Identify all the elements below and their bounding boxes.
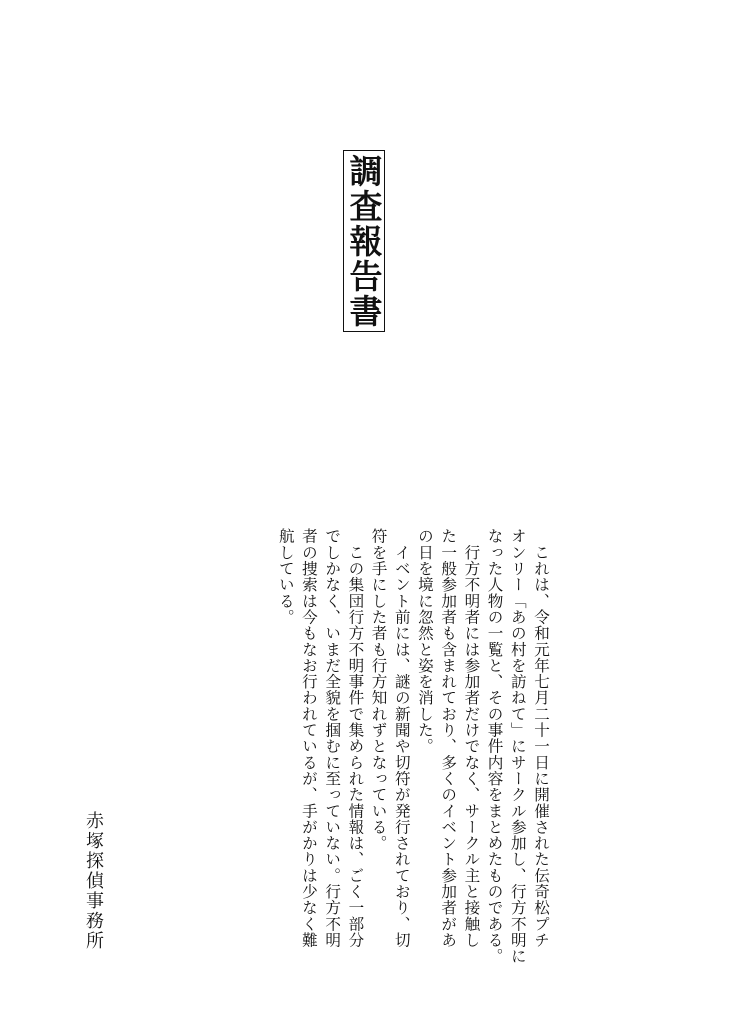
body-line: た一般参加者も含まれており、多くのイベント参加者があ xyxy=(439,528,458,948)
report-title: 調査報告書 xyxy=(344,153,384,329)
author-signature: 赤塚探偵事務所 xyxy=(83,811,104,951)
body-line: この集団行方不明事件で集められた情報は、ごく一部分 xyxy=(346,528,365,948)
body-line: 符を手にした者も行方知れずとなっている。 xyxy=(369,528,388,851)
body-line: 行方不明者には参加者だけでなく、サークル主と接触し xyxy=(462,528,481,948)
title-box xyxy=(343,150,385,332)
body-line: なった人物の一覧と、その事件内容をまとめたものである。 xyxy=(485,528,504,965)
body-line: イベント前には、謎の新聞や切符が発行されており、切 xyxy=(392,528,411,948)
body-line: オンリー「あの村を訪ねて」にサークル参加し、行方不明に xyxy=(508,528,527,965)
body-line: これは、令和元年七月二十一日に開催された伝奇松プチ xyxy=(532,528,550,948)
body-line: 航している。 xyxy=(276,528,295,625)
body-line: 者の捜索は今もなお行われているが、手がかりは少なく難 xyxy=(299,528,318,948)
report-body xyxy=(274,528,552,965)
body-line: でしかなく、いまだ全貌を掴むに至っていない。行方不明 xyxy=(323,528,342,948)
body-line: の日を境に忽然と姿を消した。 xyxy=(415,528,434,755)
